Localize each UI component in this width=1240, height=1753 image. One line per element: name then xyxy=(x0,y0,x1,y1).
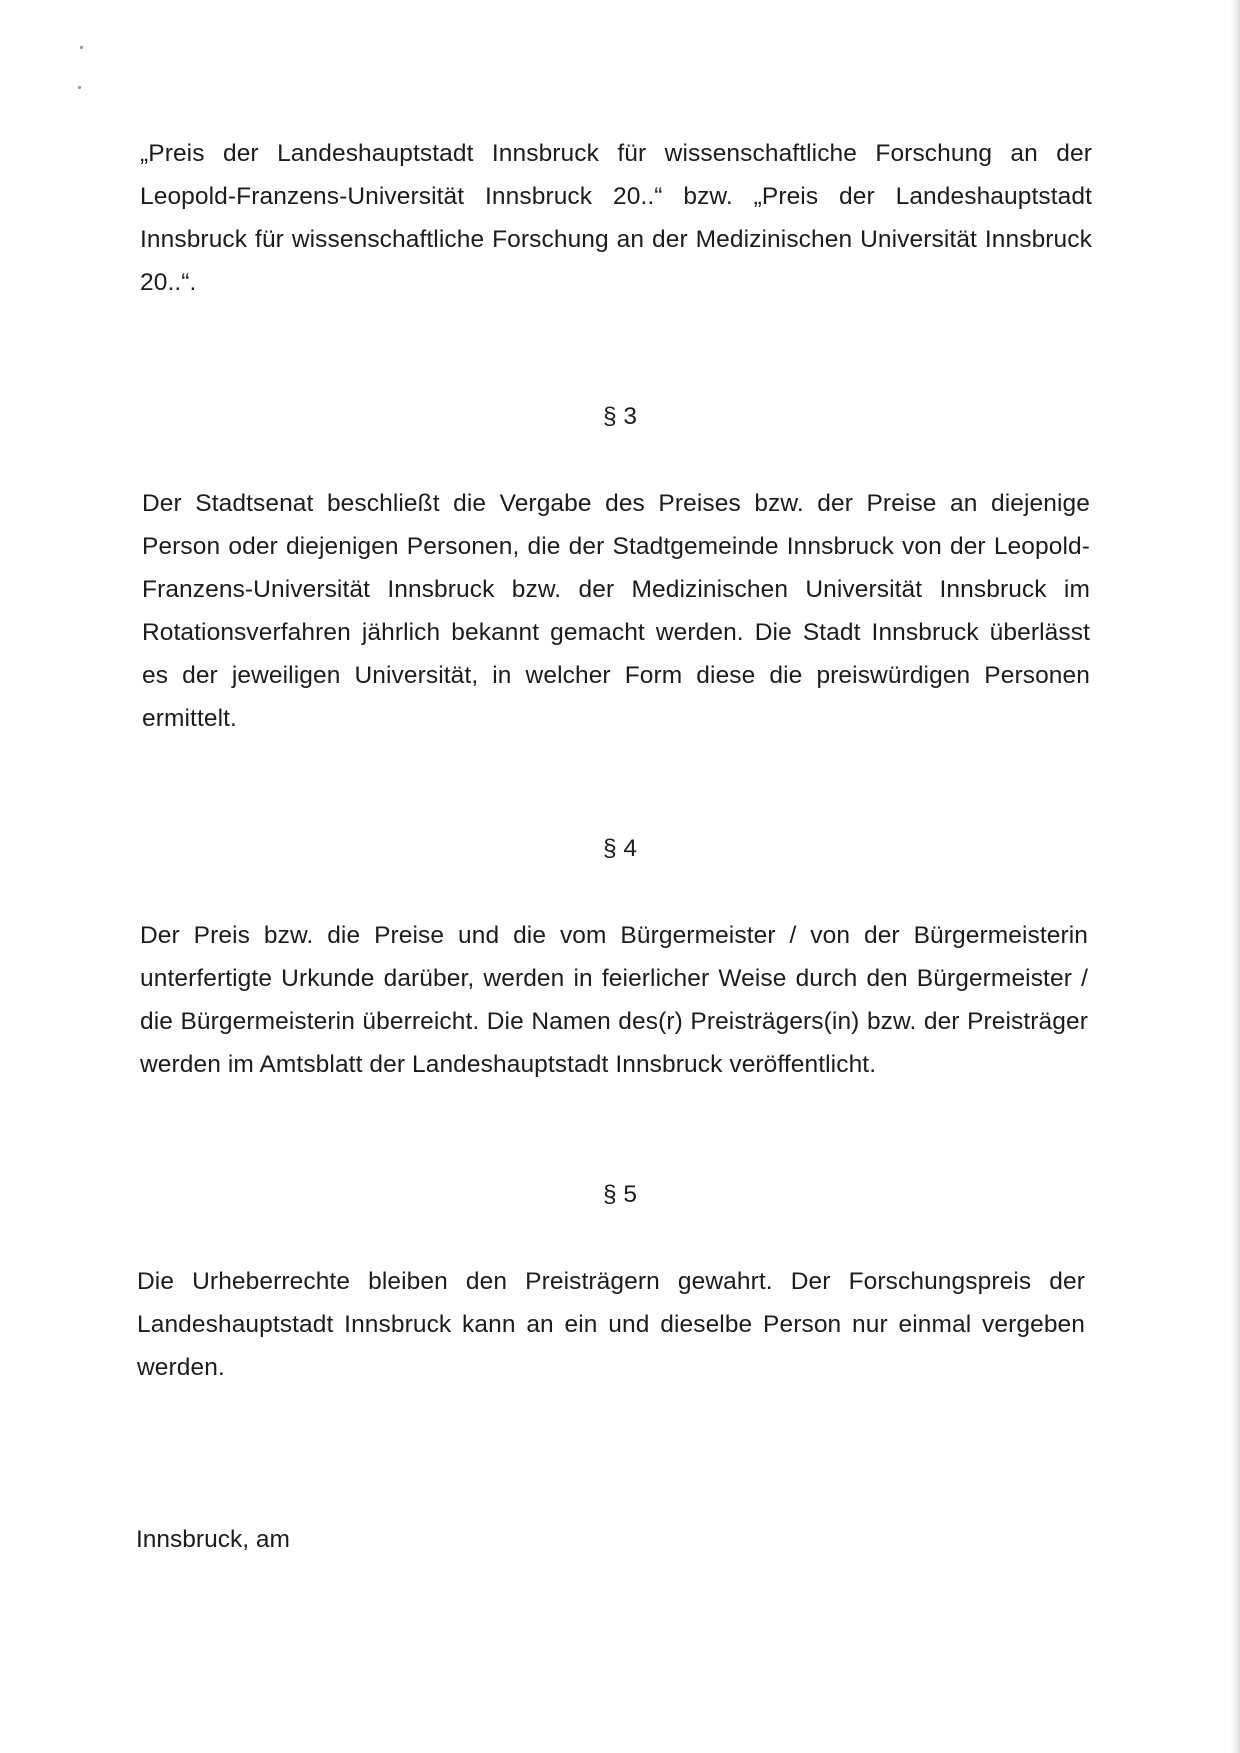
scan-speck xyxy=(80,46,83,49)
section-heading-5: § 5 xyxy=(602,1181,638,1208)
section-5-text: Die Urheberrechte bleiben den Preisträgern gewahrt. Der Forschungspreis der Landeshauptstadt Innsbruck kann an ein und dieselbe Person nur einmal vergeben werden. xyxy=(137,1268,1085,1381)
section-3-text: Der Stadtsenat beschließt die Vergabe des Preises bzw. der Preise an diejenige Person oder diejenigen Personen, die der Stadtgemeinde Innsbruck von der Leopold-Franzens-Universität Innsbruck bzw. der Medizinischen Universität Innsbruck im Rotationsverfahren jährlich bekannt gemacht werden. Die Stadt Innsbruck überlässt es der jeweiligen Universität, in welcher Form diese die preiswürdigen Personen ermittelt. xyxy=(142,490,1090,732)
section-heading-4: § 4 xyxy=(602,835,638,862)
section-4-text: Der Preis bzw. die Preise und die vom Bürgermeister / von der Bürgermeisterin unterfertigte Urkunde darüber, werden in feierlicher Weise durch den Bürgermeister / die Bürgermeisterin überreicht. Die Namen des(r) Preisträgers(in) bzw. der Preisträger werden im Amtsblatt der Landeshauptstadt Innsbruck veröffentlicht. xyxy=(140,922,1088,1078)
intro-paragraph: „Preis der Landeshauptstadt Innsbruck für wissenschaftliche Forschung an der Leopold-Franzens-Universität Innsbruck 20..“ bzw. „Preis der Landeshauptstadt Innsbruck für wissenschaftliche Forschung an der Medizinischen Universität Innsbruck 20..“. xyxy=(140,140,1092,296)
place-date-line: Innsbruck, am xyxy=(136,1526,290,1553)
scan-edge-shadow xyxy=(1230,0,1240,1753)
section-heading-3: § 3 xyxy=(602,403,638,430)
scan-speck xyxy=(78,86,81,89)
